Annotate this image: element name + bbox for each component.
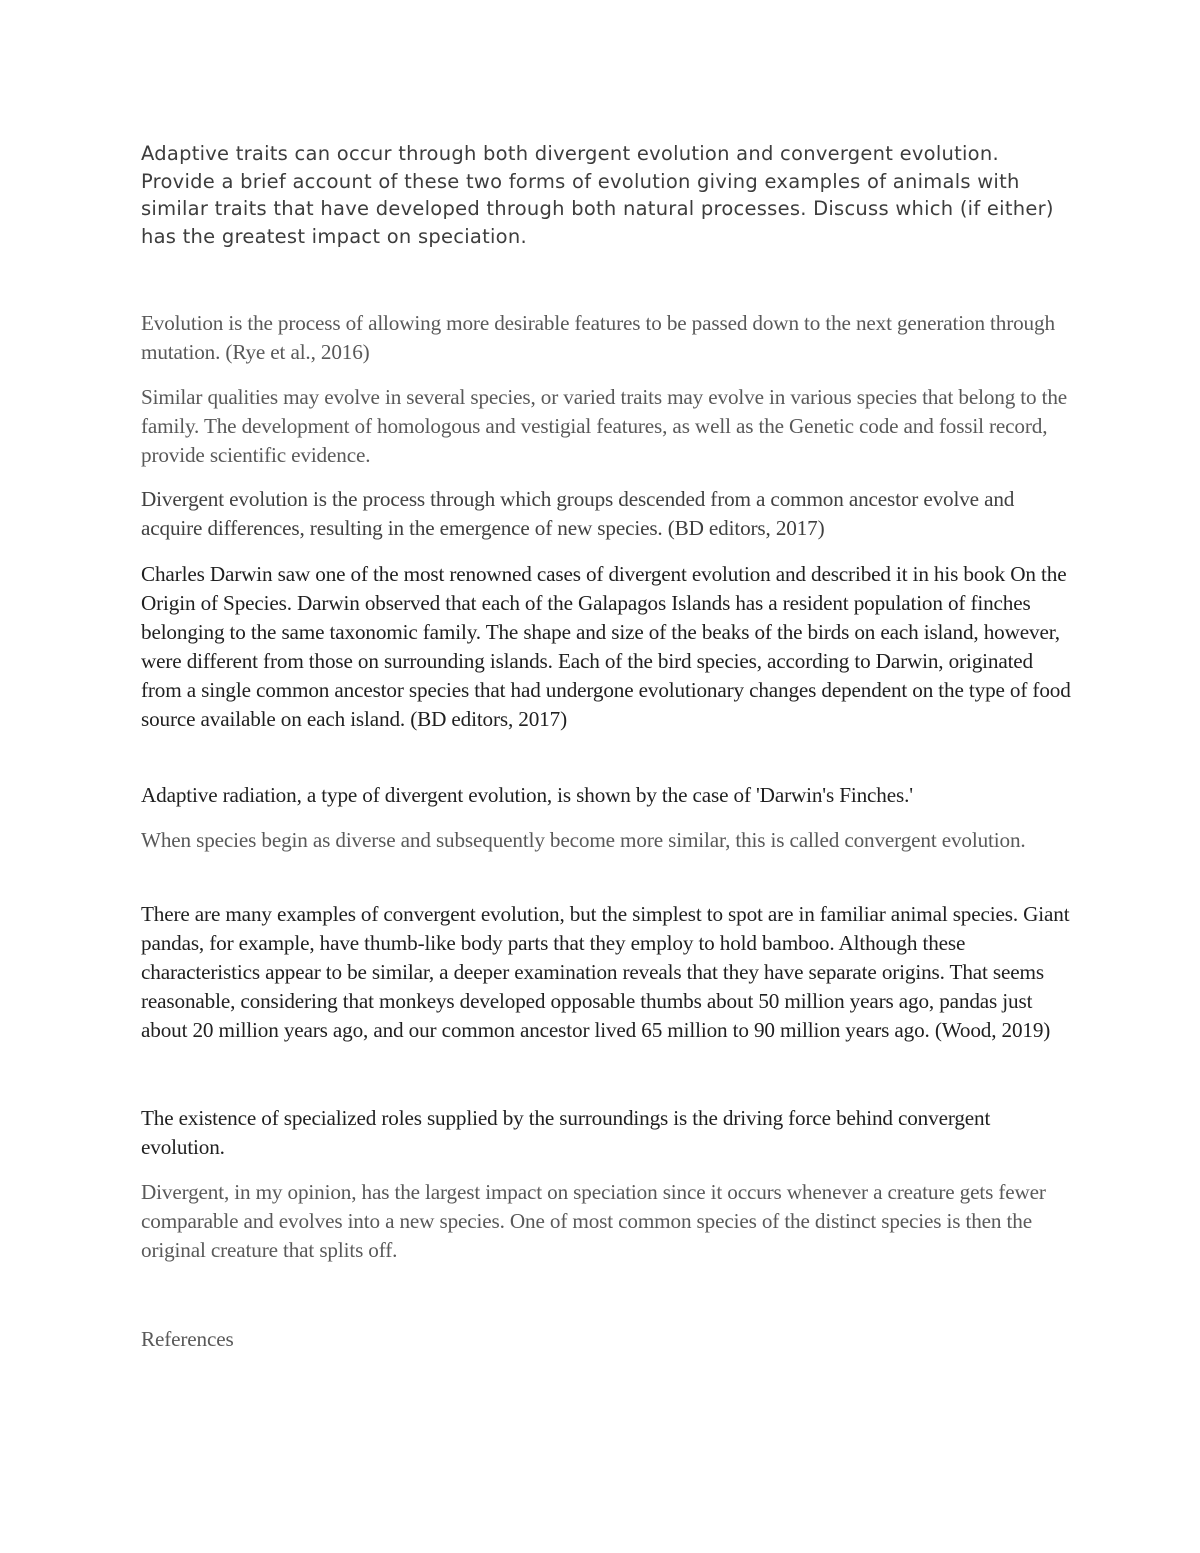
paragraph-adaptive-radiation: Adaptive radiation, a type of divergent evolution, is shown by the case of 'Darwin's Finches.'	[141, 783, 913, 807]
paragraph-evolution-definition: Evolution is the process of allowing more desirable features to be passed down to the next generation through mutation. (Rye et al., 2016)	[141, 311, 1055, 364]
references-heading: References	[141, 1327, 234, 1351]
paragraph-convergent-definition: When species begin as diverse and subsequently become more similar, this is called convergent evolution.	[141, 828, 1026, 852]
paragraph-darwin-finches: Charles Darwin saw one of the most renowned cases of divergent evolution and described it in his book On the Origin of Species. Darwin observed that each of the Galapagos Islands has a resident population of finches belonging to the same taxonomic family. The shape and size of the beaks of the birds on each island, however, were different from those on surrounding islands. Each of the bird species, according to Darwin, originated from a single common ancestor species that had undergone evolutionary changes dependent on the type of food source available on each island. (BD editors, 2017)	[141, 562, 1071, 731]
paragraph-driving-force: The existence of specialized roles supplied by the surroundings is the driving force behind convergent evolution.	[141, 1106, 991, 1159]
paragraph-similar-qualities: Similar qualities may evolve in several species, or varied traits may evolve in various species that belong to the family. The development of homologous and vestigial features, as well as the Genetic code and fossil record, provide scientific evidence.	[141, 385, 1068, 467]
assignment-prompt: Adaptive traits can occur through both divergent evolution and convergent evolution. Provide a brief account of these two forms of evolution giving examples of animals with similar traits that have developed through both natural processes. Discuss which (if either) has the greatest impact on speciation.	[141, 142, 1054, 248]
paragraph-divergent-definition: Divergent evolution is the process through which groups descended from a common ancestor evolve and acquire differences, resulting in the emergence of new species. (BD editors, 2017)	[141, 487, 1015, 540]
paragraph-convergent-examples: There are many examples of convergent evolution, but the simplest to spot are in familiar animal species. Giant pandas, for example, have thumb-like body parts that they employ to hold bamboo. Although these characteristics appear to be similar, a deeper examination reveals that they have separate origins. That seems reasonable, considering that monkeys developed opposable thumbs about 50 million years ago, pandas just about 20 million years ago, and our common ancestor lived 65 million to 90 million years ago. (Wood, 2019)	[141, 902, 1070, 1042]
paragraph-opinion: Divergent, in my opinion, has the largest impact on speciation since it occurs whenever a creature gets fewer comparable and evolves into a new species. One of most common species of the distinct species is then the original creature that splits off.	[141, 1180, 1046, 1262]
